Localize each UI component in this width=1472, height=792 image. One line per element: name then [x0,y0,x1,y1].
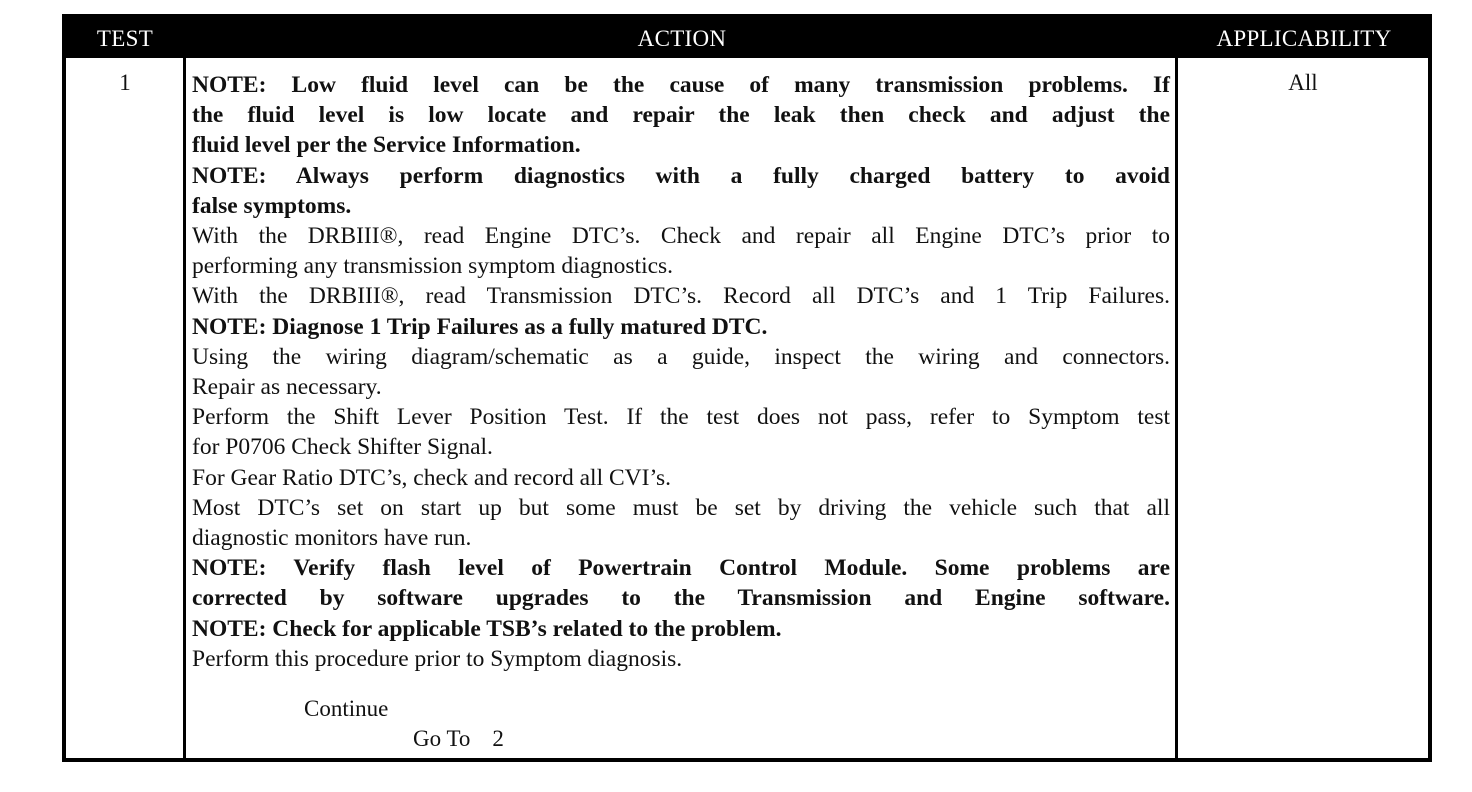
header-applicability: APPLICABILITY [1216,26,1392,51]
continue-label: Continue [304,696,389,721]
column-divider-1 [183,58,186,758]
test-number: 1 [119,70,131,95]
action-line: NOTE: Always perform diagnostics with a fully charged battery to avoid [192,162,1170,189]
action-line: For Gear Ratio DTC’s, check and record all CVI’s. [192,464,672,491]
action-line: Using the wiring diagram/schematic as a guide, inspect the wiring and connectors. [192,343,1170,370]
column-divider-2 [1175,58,1178,758]
action-line: false symptoms. [192,192,352,219]
goto-label: Go To [413,726,471,751]
action-line: fluid level per the Service Information. [192,132,581,159]
applicability-value: All [1288,70,1318,95]
goto-target: 2 [492,726,504,751]
diagnostic-table [62,14,1432,762]
header-test: TEST [96,26,154,51]
action-cell [192,70,1170,751]
action-line: NOTE: Low fluid level can be the cause of many transmission problems. If [192,72,1170,98]
action-line: diagnostic monitors have run. [192,525,472,552]
action-line: corrected by software upgrades to the Transmission and Engine software. [192,585,1170,612]
action-line: NOTE: Diagnose 1 Trip Failures as a fully matured DTC. [192,313,768,340]
action-line: With the DRBIII®, read Transmission DTC’s. Record all DTC’s and 1 Trip Failures. [192,283,1170,310]
action-line: NOTE: Check for applicable TSB’s related to the problem. [192,615,782,642]
action-line: Perform this procedure prior to Symptom diagnosis. [192,645,683,672]
action-line: NOTE: Verify flash level of Powertrain Control Module. Some problems are [192,555,1170,582]
action-line: Perform the Shift Lever Position Test. If the test does not pass, refer to Symptom test [192,404,1170,431]
action-line: With the DRBIII®, read Engine DTC’s. Check and repair all Engine DTC’s prior to [192,223,1170,250]
header-action: ACTION [637,26,727,51]
action-line: Most DTC’s set on start up but some must be set by driving the vehicle such that all [192,494,1170,521]
table-header-row [66,18,1428,58]
action-line: the fluid level is low locate and repair the leak then check and adjust the [192,102,1170,129]
action-line: performing any transmission symptom diagnostics. [192,253,674,280]
goto-instruction [413,724,504,754]
action-line: for P0706 Check Shifter Signal. [192,434,493,461]
action-line: Repair as necessary. [192,374,382,401]
